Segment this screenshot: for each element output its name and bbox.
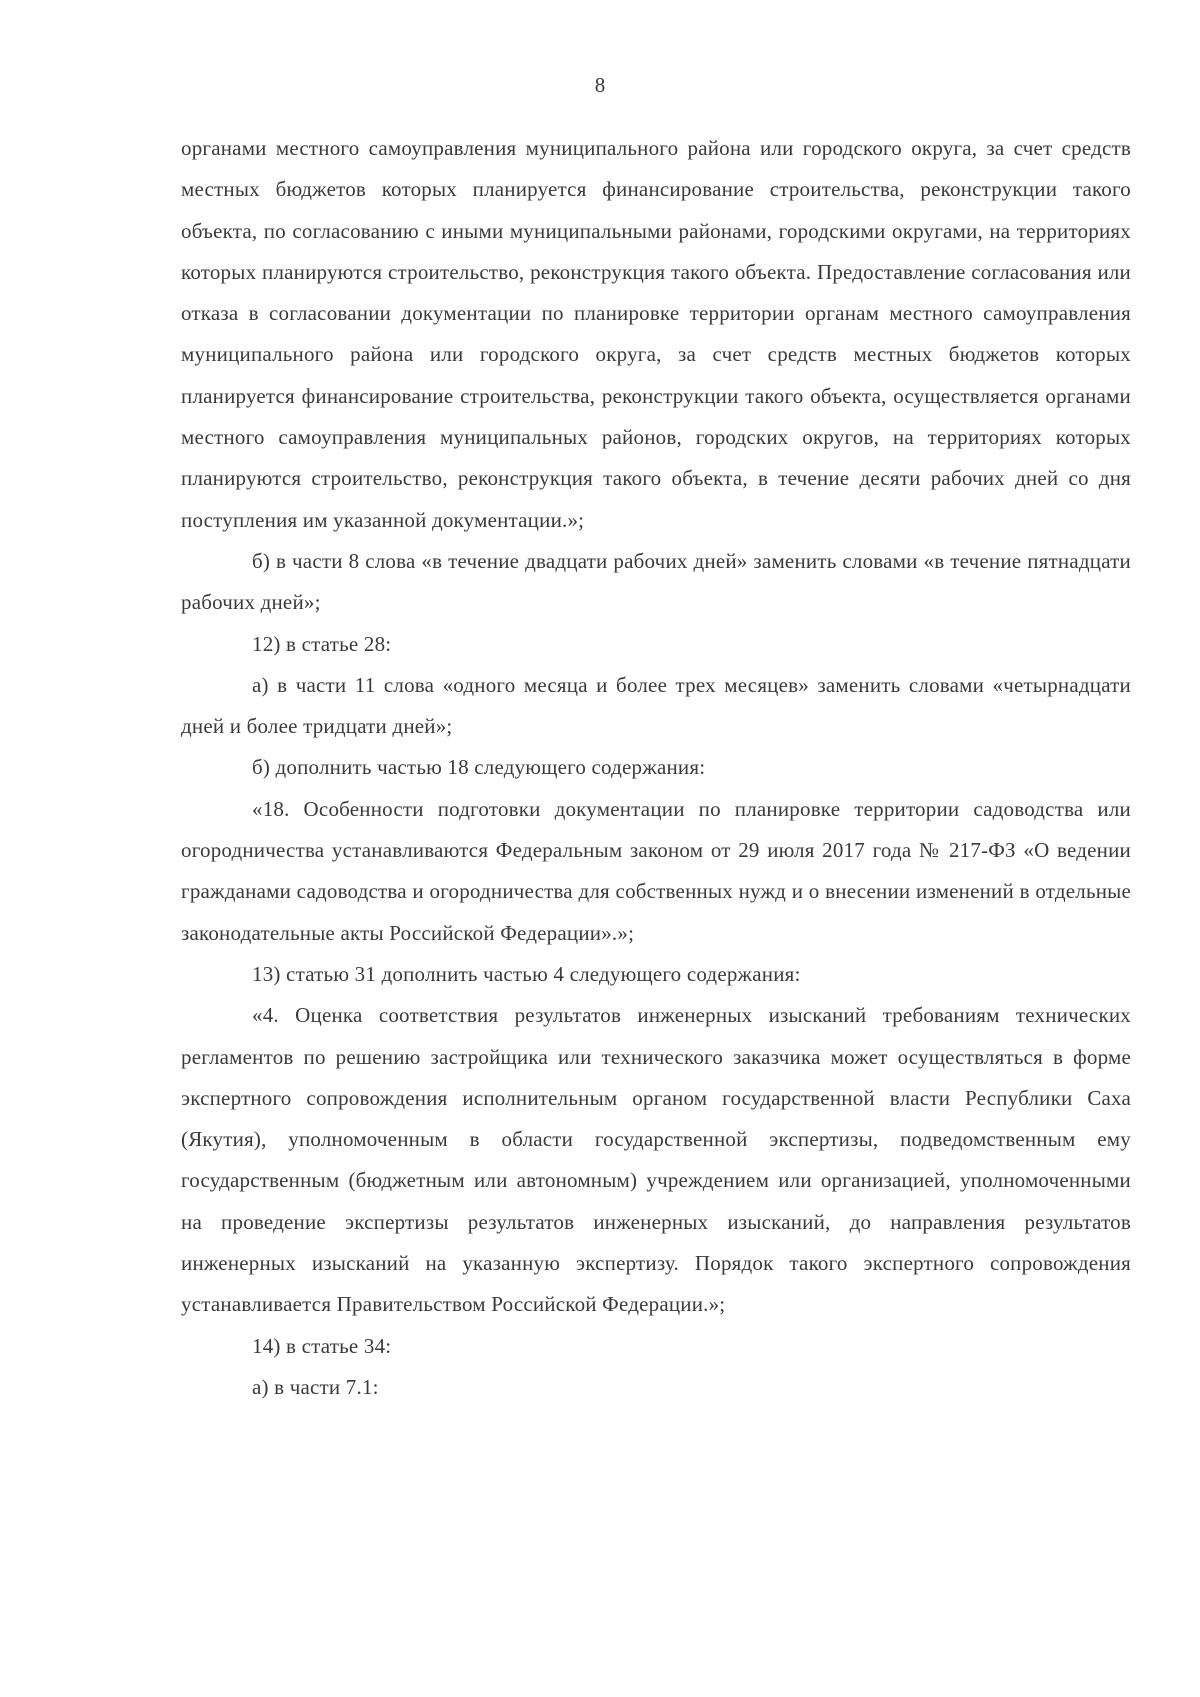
page-number: 8 [594, 73, 606, 97]
paragraph-item-13-article-31: 13) статью 31 дополнить частью 4 следующего содержания: [252, 961, 801, 986]
paragraph-continuation: органами местного самоуправления муниципального района или городского округа, за счет средств местных бюджетов которых планируется финансирование строительства, реконструкции такого объекта, по согласованию с иными муниципальными районами, городскими округами, на территориях которых планируются строительство, реконструкция такого объекта. Предоставление согласования или отказа в согласовании документации по планировке территории органам местного самоуправления муниципального района или городского округа, за счет средств местных бюджетов которых планируется финансирование строительства, реконструкции такого объекта, осуществляется органами местного самоуправления муниципальных районов, городских округов, на территориях которых планируются строительство, реконструкция такого объекта, в течение десяти рабочих дней со дня поступления им указанной документации.»; [181, 136, 1131, 532]
document-body [181, 128, 1131, 1408]
paragraph-quote-part-4: «4. Оценка соответствия результатов инженерных изысканий требованиям технических регламентов по решению застройщика или технического заказчика может осуществляться в форме экспертного сопровождения исполнительным органом государственной власти Республики Саха (Якутия), уполномоченным в области государственной экспертизы, подведомственным ему государственным (бюджетным или автономным) учреждением или организацией, уполномоченными на проведение экспертизы результатов инженерных изысканий, до направления результатов инженерных изысканий на указанную экспертизу. Порядок такого экспертного сопровождения устанавливается Правительством Российской Федерации.»; [181, 1003, 1131, 1317]
paragraph-quote-part-18: «18. Особенности подготовки документации по планировке территории садоводства или огородничества устанавливаются Федеральным законом от 29 июля 2017 года № 217-ФЗ «О ведении гражданами садоводства и огородничества для собственных нужд и о внесении изменений в отдельные законодательные акты Российской Федерации».»; [181, 796, 1131, 945]
paragraph-item-14-article-34: 14) в статье 34: [252, 1333, 392, 1358]
paragraph-item-a-part-7-1: а) в части 7.1: [252, 1374, 379, 1399]
paragraph-item-b-add-part-18: б) дополнить частью 18 следующего содержания: [252, 755, 706, 780]
paragraph-item-12-article-28: 12) в статье 28: [252, 631, 392, 656]
paragraph-item-b-part-8: б) в части 8 слова «в течение двадцати рабочих дней» заменить словами «в течение пятнадцати рабочих дней»; [181, 548, 1131, 615]
paragraph-item-a-part-11: а) в части 11 слова «одного месяца и более трех месяцев» заменить словами «четырнадцати дней и более тридцати дней»; [181, 672, 1131, 739]
